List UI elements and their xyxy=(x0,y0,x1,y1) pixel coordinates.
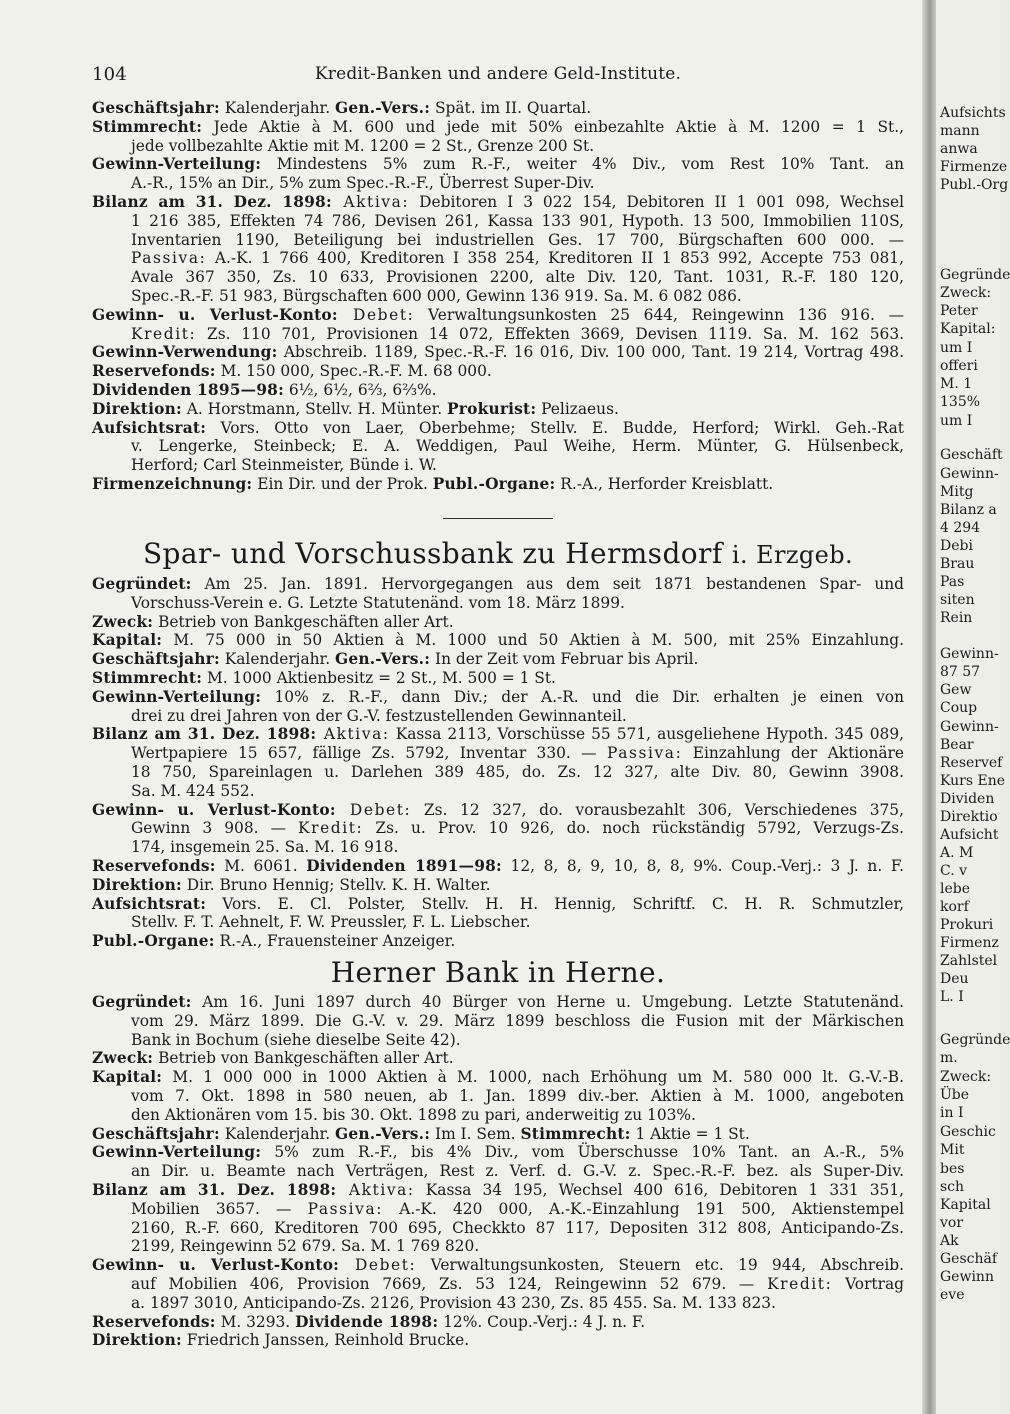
text-line xyxy=(92,1181,904,1200)
text-line xyxy=(131,1012,904,1031)
text-line xyxy=(131,707,904,726)
title-location: i. Erzgeb. xyxy=(731,541,854,569)
field-label: Zweck: xyxy=(92,612,154,631)
fragment-line: Firmenz xyxy=(940,935,999,951)
field-label: Zweck: xyxy=(92,1049,154,1068)
text-line xyxy=(92,725,904,744)
running-title: Kredit-Banken und andere Geld-Institute. xyxy=(314,64,682,84)
field-label: Gewinn-Verteilung: xyxy=(92,155,262,174)
field-label: Direktion: xyxy=(92,1331,182,1350)
text-line xyxy=(92,1331,904,1350)
spaced-label: Aktiva: xyxy=(331,193,410,211)
line-text: 5% zum R.-F., bis 4% Div., vom Überschusse 10% Tant. an A.-R., 5% xyxy=(261,1143,904,1162)
field-label: Publ.-Organe: xyxy=(92,932,215,951)
text-line xyxy=(92,343,904,362)
fragment-line: siten xyxy=(940,592,975,608)
field-label: Gewinn- u. Verlust-Konto: xyxy=(92,305,338,324)
line-text: an Dir. u. Beamte nach Verträgen, Rest z. Verf. d. G.-V. z. Spec.-R.-F. bez. als Super-Div. xyxy=(131,1162,904,1181)
line-text: 174, insgemein 25. Sa. M. 16 918. xyxy=(131,838,399,857)
fragment-line: L. I xyxy=(940,989,964,1005)
line-text: 12, 8, 8, 9, 10, 8, 8, 9%. Coup.-Verj.: 3 J. n. F. xyxy=(501,857,905,875)
fragment-line: Kurs Ene xyxy=(940,773,1006,789)
text-line xyxy=(131,231,904,250)
field-label: Gen.-Vers.: xyxy=(335,650,431,669)
text-line xyxy=(92,669,904,688)
fragment-line: in I xyxy=(940,1105,964,1121)
fragment-line: 4 294 xyxy=(940,520,981,536)
text-line xyxy=(131,1275,904,1294)
line-text: A.-R., 15% an Dir., 5% zum Spec.-R.-F., Überrest Super-Div. xyxy=(131,174,595,193)
line-text: Verwaltungsunkosten, Steuern etc. 19 944, Abschreib. xyxy=(416,1256,904,1275)
fragment-line: Publ.-Org xyxy=(940,177,1009,193)
text-line xyxy=(92,1125,904,1144)
fragment-line: C. v xyxy=(940,863,968,879)
fragment-line: Debi xyxy=(940,538,973,554)
field-label: Direktion: xyxy=(92,875,182,894)
book-gutter xyxy=(922,0,936,1414)
line-text: Inventarien 1190, Beteiligung bei industriellen Ges. 17 700, Bürgschaften 600 000. — xyxy=(131,230,904,249)
text-line xyxy=(131,744,904,763)
field-label: Gewinn-Verwendung: xyxy=(92,343,278,362)
fragment-line: Prokuri xyxy=(940,917,994,933)
line-text: Kalenderjahr. xyxy=(219,650,335,669)
spaced-label: Kredit: xyxy=(298,819,364,838)
fragment-line: Deu xyxy=(940,971,969,987)
line-text: jede vollbezahlte Aktie mit M. 1200 = 2 St., Grenze 200 St. xyxy=(131,136,595,155)
text-line xyxy=(92,1049,904,1068)
text-line xyxy=(92,993,904,1012)
line-text: A.-K. 420 000, A.-K.-Einzahlung 191 500, Aktienstempel xyxy=(383,1199,905,1218)
line-text: Spec.-R.-F. 51 983, Bürgschaften 600 000, Gewinn 136 919. Sa. M. 6 082 086. xyxy=(131,287,742,305)
line-text: Zs. 12 327, do. vorausbezahlt 306, Verschiedenes 375, xyxy=(411,800,904,819)
field-label: Prokurist: xyxy=(447,399,537,418)
line-text: Spät. im II. Quartal. xyxy=(430,99,592,117)
fragment-line: Aufsichts xyxy=(940,105,1006,121)
text-line xyxy=(131,1237,904,1256)
line-text: Zs. 110 701, Provisionen 14 072, Effekten 3669, Devisen 1119. Sa. M. 162 563. xyxy=(196,324,904,343)
fragment-line: korf xyxy=(940,899,969,915)
line-text: 1 216 385, Effekten 74 786, Devisen 261, Kassa 133 901, Hypoth. 13 500, Immobilien 110S, xyxy=(131,211,904,230)
text-line xyxy=(92,932,904,951)
text-line xyxy=(92,857,904,876)
text-line xyxy=(131,1294,904,1313)
fragment-line: anwa xyxy=(940,141,978,157)
text-line xyxy=(92,193,904,212)
fragment-line: Reservef xyxy=(940,755,1003,771)
line-text: A. Horstmann, Stellv. H. Münter. xyxy=(181,399,448,418)
field-label: Kapital: xyxy=(92,1068,163,1087)
text-line xyxy=(92,1143,904,1162)
line-text: 12%. Coup.-Verj.: 4 J. n. F. xyxy=(438,1312,646,1331)
fragment-line: Geschäft xyxy=(940,447,1003,463)
line-text: Betrieb von Bankgeschäften aller Art. xyxy=(153,612,454,631)
field-label: Dividenden 1891—98: xyxy=(306,857,502,875)
fragment-line: 87 57 xyxy=(940,664,981,680)
text-line xyxy=(131,782,904,801)
text-line xyxy=(131,249,904,268)
spaced-label: Kredit: xyxy=(131,324,197,343)
text-line xyxy=(131,1087,904,1106)
text-line xyxy=(92,1068,904,1087)
text-line xyxy=(131,287,904,306)
text-line xyxy=(131,594,904,613)
text-line xyxy=(92,475,904,494)
fragment-line: bes xyxy=(940,1161,965,1177)
text-line xyxy=(92,381,904,400)
fragment-line: Dividen xyxy=(940,791,995,807)
text-line xyxy=(92,419,904,438)
line-text: Am 16. Juni 1897 durch 40 Bürger von Herne u. Umgebung. Letzte Statutenänd. xyxy=(191,993,904,1011)
text-line xyxy=(131,325,904,344)
line-text: R.-A., Frauensteiner Anzeiger. xyxy=(214,932,456,951)
spaced-label: Aktiva: xyxy=(336,1181,415,1199)
fragment-line: Bilanz a xyxy=(940,502,997,518)
text-line xyxy=(131,137,904,156)
spaced-label: Passiva: xyxy=(307,1199,384,1218)
line-text: 2199, Reingewinn 52 679. Sa. M. 1 769 820. xyxy=(131,1237,480,1256)
fragment-line: um I xyxy=(940,413,973,429)
line-text: Gewinn 3 908. — xyxy=(131,819,299,838)
field-label: Bilanz am 31. Dez. 1898: xyxy=(92,193,332,211)
line-text: auf Mobilien 406, Provision 7669, Zs. 53 124, Reingewinn 52 679. — xyxy=(131,1275,768,1293)
text-line xyxy=(131,913,904,932)
line-text: M. 75 000 in 50 Aktien à M. 1000 und 50 Aktien à M. 500, mit 25% Einzahlung. xyxy=(162,631,904,650)
text-line xyxy=(131,838,904,857)
page-number: 104 xyxy=(92,64,127,85)
field-label: Reservefonds: xyxy=(92,1312,216,1331)
line-text: a. 1897 3010, Anticipando-Zs. 2126, Provision 43 230, Zs. 85 455. Sa. M. 133 823. xyxy=(131,1293,776,1312)
text-line xyxy=(92,362,904,381)
field-label: Reservefonds: xyxy=(92,857,216,875)
field-label: Stimmrecht: xyxy=(92,117,203,136)
line-text: Kassa 34 195, Wechsel 400 616, Debitoren 1 331 351, xyxy=(414,1181,905,1199)
field-label: Gewinn-Verteilung: xyxy=(92,1143,262,1162)
line-text: Jede Aktie à M. 600 und jede mit 50% einbezahlte Aktie à M. 1200 = 1 St., xyxy=(202,117,904,136)
fragment-line: Pas xyxy=(940,574,965,590)
line-text: v. Lengerke, Steinbeck; E. A. Weddigen, Paul Weihe, Herm. Münter, G. Hülsenbeck, xyxy=(131,437,904,456)
fragment-line: Gewinn- xyxy=(940,466,999,482)
field-label: Reservefonds: xyxy=(92,362,216,381)
line-text: Herford; Carl Steinmeister, Bünde i. W. xyxy=(131,456,437,475)
line-text: den Aktionären vom 15. bis 30. Okt. 1898 zu pari, anderweitig zu 103%. xyxy=(131,1105,696,1124)
fragment-line: Zweck: xyxy=(940,1069,992,1085)
field-label: Gewinn- u. Verlust-Konto: xyxy=(92,1256,340,1275)
line-text: M. 150 000, Spec.-R.-F. M. 68 000. xyxy=(215,362,492,381)
text-line xyxy=(131,763,904,782)
fragment-line: Gewinn- xyxy=(940,719,999,735)
fragment-line: sch xyxy=(940,1179,965,1195)
field-label: Gegründet: xyxy=(92,575,192,593)
field-label: Gewinn-Verteilung: xyxy=(92,687,262,706)
fragment-line: Bear xyxy=(940,737,974,753)
text-line xyxy=(92,575,904,594)
field-label: Publ.-Organe: xyxy=(432,475,556,493)
line-text: A.-K. 1 766 400, Kreditoren I 358 254, Kreditoren II 1 853 992, Accepte 753 081, xyxy=(206,249,904,268)
line-text: Vortrag xyxy=(832,1275,904,1293)
text-line xyxy=(92,1313,904,1332)
line-text: Vorschuss-Verein e. G. Letzte Statutenänd. vom 18. März 1899. xyxy=(131,593,625,612)
fragment-line: Firmenze xyxy=(940,159,1008,175)
line-text: Am 25. Jan. 1891. Hervorgegangen aus dem seit 1871 bestandenen Spar- und xyxy=(191,575,904,593)
line-text: 1 Aktie = 1 St. xyxy=(630,1124,750,1143)
line-text: Vors. E. Cl. Polster, Stellv. H. H. Hennig, Schriftf. C. H. R. Schmutzler, xyxy=(206,894,904,913)
fragment-line: Rein xyxy=(940,610,973,626)
field-label: Geschäftsjahr: xyxy=(92,1124,220,1143)
line-text: In der Zeit vom Februar bis April. xyxy=(430,650,699,669)
fragment-line: mann xyxy=(940,123,980,139)
line-text: vom 29. März 1899. Die G.-V. v. 29. März 1899 beschloss die Fusion mit der Märkischen xyxy=(131,1011,904,1030)
text-line xyxy=(92,876,904,895)
text-line xyxy=(92,801,904,820)
text-line xyxy=(92,99,904,118)
line-text: Sa. M. 424 552. xyxy=(131,781,255,800)
line-text: Ein Dir. und der Prok. xyxy=(252,475,433,493)
text-line xyxy=(92,400,904,419)
line-text: Pelizaeus. xyxy=(536,399,619,418)
text-line xyxy=(131,819,904,838)
text-line xyxy=(131,212,904,231)
text-line xyxy=(92,613,904,632)
fragment-line: Geschic xyxy=(940,1124,996,1140)
fragment-line: Gewinn xyxy=(940,1269,994,1285)
fragment-line: Direktio xyxy=(940,809,998,825)
fragment-line: Übe xyxy=(940,1087,970,1103)
fragment-line: m. xyxy=(940,1050,958,1066)
fragment-line: A. M xyxy=(940,845,974,861)
line-text: Mindestens 5% zum R.-F., weiter 4% Div., vom Rest 10% Tant. an xyxy=(261,155,904,174)
fragment-line: Geschäf xyxy=(940,1251,998,1267)
text-line xyxy=(92,895,904,914)
line-text: Friedrich Janssen, Reinhold Brucke. xyxy=(181,1331,470,1350)
text-line xyxy=(92,631,904,650)
adjacent-page-fragment xyxy=(936,0,1010,1414)
line-text: Einzahlung der Aktionäre xyxy=(682,744,904,763)
text-line xyxy=(131,268,904,287)
line-text: Wertpapiere 15 657, fällige Zs. 5792, Inventar 330. — xyxy=(131,744,607,763)
line-text: drei zu drei Jahren von der G.-V. festzustellenden Gewinnanteil. xyxy=(131,706,627,725)
fragment-line: Gegründe xyxy=(940,1032,1010,1048)
section-title-herne: Herner Bank in Herne. xyxy=(330,956,666,989)
text-line xyxy=(131,1031,904,1050)
field-label: Direktion: xyxy=(92,399,182,418)
fragment-line: M. 1 xyxy=(940,376,973,392)
fragment-line: Kapital xyxy=(940,1197,991,1213)
fragment-line: Mitg xyxy=(940,484,974,500)
line-text: 18 750, Spareinlagen u. Darlehen 389 485, do. Zs. 12 327, alte Div. 80, Gewinn 3908. xyxy=(131,763,904,781)
fragment-line: Zahlstel xyxy=(940,953,998,969)
field-label: Aufsichtsrat: xyxy=(92,418,207,437)
field-label: Geschäftsjahr: xyxy=(92,650,220,669)
fragment-line: Coup xyxy=(940,700,978,716)
line-text: Abschreib. 1189, Spec.-R.-F. 16 016, Div. 100 000, Tant. 19 214, Vortrag 498. xyxy=(277,343,904,362)
line-text: Betrieb von Bankgeschäften aller Art. xyxy=(153,1049,454,1068)
page-header xyxy=(92,64,904,88)
fragment-line: Aufsicht xyxy=(940,827,999,843)
fragment-line: Gegründe xyxy=(940,267,1010,283)
spaced-label: Passiva: xyxy=(606,744,683,763)
line-text: Kalenderjahr. xyxy=(219,1124,335,1143)
fragment-line: Zweck: xyxy=(940,285,992,301)
spaced-label: Kredit: xyxy=(767,1275,833,1293)
line-text: Verwaltungsunkosten 25 644, Reingewinn 136 916. — xyxy=(414,305,904,324)
line-text: M. 1000 Aktienbesitz = 2 St., M. 500 = 1 St. xyxy=(202,669,556,687)
line-text: R.-A., Herforder Kreisblatt. xyxy=(555,475,774,493)
title-main: Spar- und Vorschussbank zu Hermsdorf xyxy=(142,537,723,570)
spaced-label: Debet: xyxy=(337,305,415,324)
section-divider xyxy=(443,518,553,519)
line-text: vom 7. Okt. 1898 in 580 neuen, ab 1. Jan. 1899 div.-ber. Aktien à M. 1000, angeboten xyxy=(131,1087,904,1105)
line-text: M. 1 000 000 in 1000 Aktien à M. 1000, nach Erhöhung um M. 580 000 lt. G.-V.-B. xyxy=(162,1068,904,1087)
fragment-line: offeri xyxy=(940,358,978,374)
line-text: Zs. u. Prov. 10 926, do. noch rückständig 5792, Verzugs-Zs. xyxy=(363,819,904,838)
fragment-line: Brau xyxy=(940,556,975,572)
spaced-label: Aktiva: xyxy=(316,725,390,744)
field-label: Dividenden 1895—98: xyxy=(92,381,284,399)
field-label: Gen.-Vers.: xyxy=(335,1124,431,1143)
field-label: Gen.-Vers.: xyxy=(335,99,431,117)
line-text: 2160, R.-F. 660, Kreditoren 700 695, Checkkto 87 117, Depositen 312 808, Anticipando-Zs. xyxy=(131,1218,904,1237)
line-text: M. 6061. xyxy=(215,857,307,875)
field-label: Gegründet: xyxy=(92,993,192,1011)
spaced-label: Debet: xyxy=(339,1256,417,1275)
text-line xyxy=(92,155,904,174)
fragment-line: vor xyxy=(940,1215,964,1231)
fragment-line: 135% xyxy=(940,394,981,410)
section-title-hermsdorf xyxy=(92,537,904,572)
field-label: Stimmrecht: xyxy=(92,669,203,687)
field-label: Geschäftsjahr: xyxy=(92,99,220,117)
text-line xyxy=(92,688,904,707)
line-text: Im I. Sem. xyxy=(430,1124,521,1143)
line-text: Stellv. F. T. Aehnelt, F. W. Preussler, F. L. Liebscher. xyxy=(131,913,531,932)
fragment-line: Kapital: xyxy=(940,321,996,337)
text-line xyxy=(131,437,904,456)
fragment-line: lebe xyxy=(940,881,971,897)
line-text: Kassa 2113, Vorschüsse 55 571, ausgeliehene Hypoth. 345 089, xyxy=(389,725,905,744)
field-label: Kapital: xyxy=(92,631,163,650)
fragment-line: Ak xyxy=(940,1233,959,1249)
text-line xyxy=(131,1106,904,1125)
line-text: Bank in Bochum (siehe dieselbe Seite 42). xyxy=(131,1030,461,1049)
fragment-line: Peter xyxy=(940,303,978,319)
text-line xyxy=(131,1200,904,1219)
text-line xyxy=(131,174,904,193)
field-label: Bilanz am 31. Dez. 1898: xyxy=(92,725,317,744)
line-text: 10% z. R.-F., dann Div.; der A.-R. und die Dir. erhalten je einen von xyxy=(261,687,904,706)
line-text: Debitoren I 3 022 154, Debitoren II 1 001 098, Wechsel xyxy=(409,193,905,211)
text-line xyxy=(131,1162,904,1181)
line-text: Mobilien 3657. — xyxy=(131,1199,308,1218)
field-label: Firmenzeichnung: xyxy=(92,475,253,493)
line-text: Vors. Otto von Laer, Oberbehme; Stellv. E. Budde, Herford; Wirkl. Geh.-Rat xyxy=(206,418,904,437)
text-line xyxy=(92,650,904,669)
line-text: Avale 367 350, Zs. 10 633, Provisionen 2200, alte Div. 120, Tant. 1031, R.-F. 180 120, xyxy=(131,268,904,287)
text-line xyxy=(92,118,904,137)
field-label: Gewinn- u. Verlust-Konto: xyxy=(92,800,336,819)
spaced-label: Passiva: xyxy=(131,249,207,268)
line-text: 6½, 6½, 6⅔, 6⅔%. xyxy=(283,381,437,399)
fragment-line: Mit xyxy=(940,1142,965,1158)
fragment-line: Gewinn- xyxy=(940,646,999,662)
text-line xyxy=(92,306,904,325)
text-line xyxy=(92,1256,904,1275)
spaced-label: Debet: xyxy=(335,800,412,819)
line-text: Kalenderjahr. xyxy=(219,99,335,117)
field-label: Aufsichtsrat: xyxy=(92,894,207,913)
fragment-line: Gew xyxy=(940,682,972,698)
fragment-line: um I xyxy=(940,340,973,356)
text-line xyxy=(131,456,904,475)
text-line xyxy=(131,1219,904,1238)
line-text: Dir. Bruno Hennig; Stellv. K. H. Walter. xyxy=(181,875,491,894)
field-label: Stimmrecht: xyxy=(520,1124,631,1143)
field-label: Dividende 1898: xyxy=(295,1312,439,1331)
line-text: M. 3293. xyxy=(215,1312,296,1331)
field-label: Bilanz am 31. Dez. 1898: xyxy=(92,1181,337,1199)
fragment-line: eve xyxy=(940,1287,965,1303)
